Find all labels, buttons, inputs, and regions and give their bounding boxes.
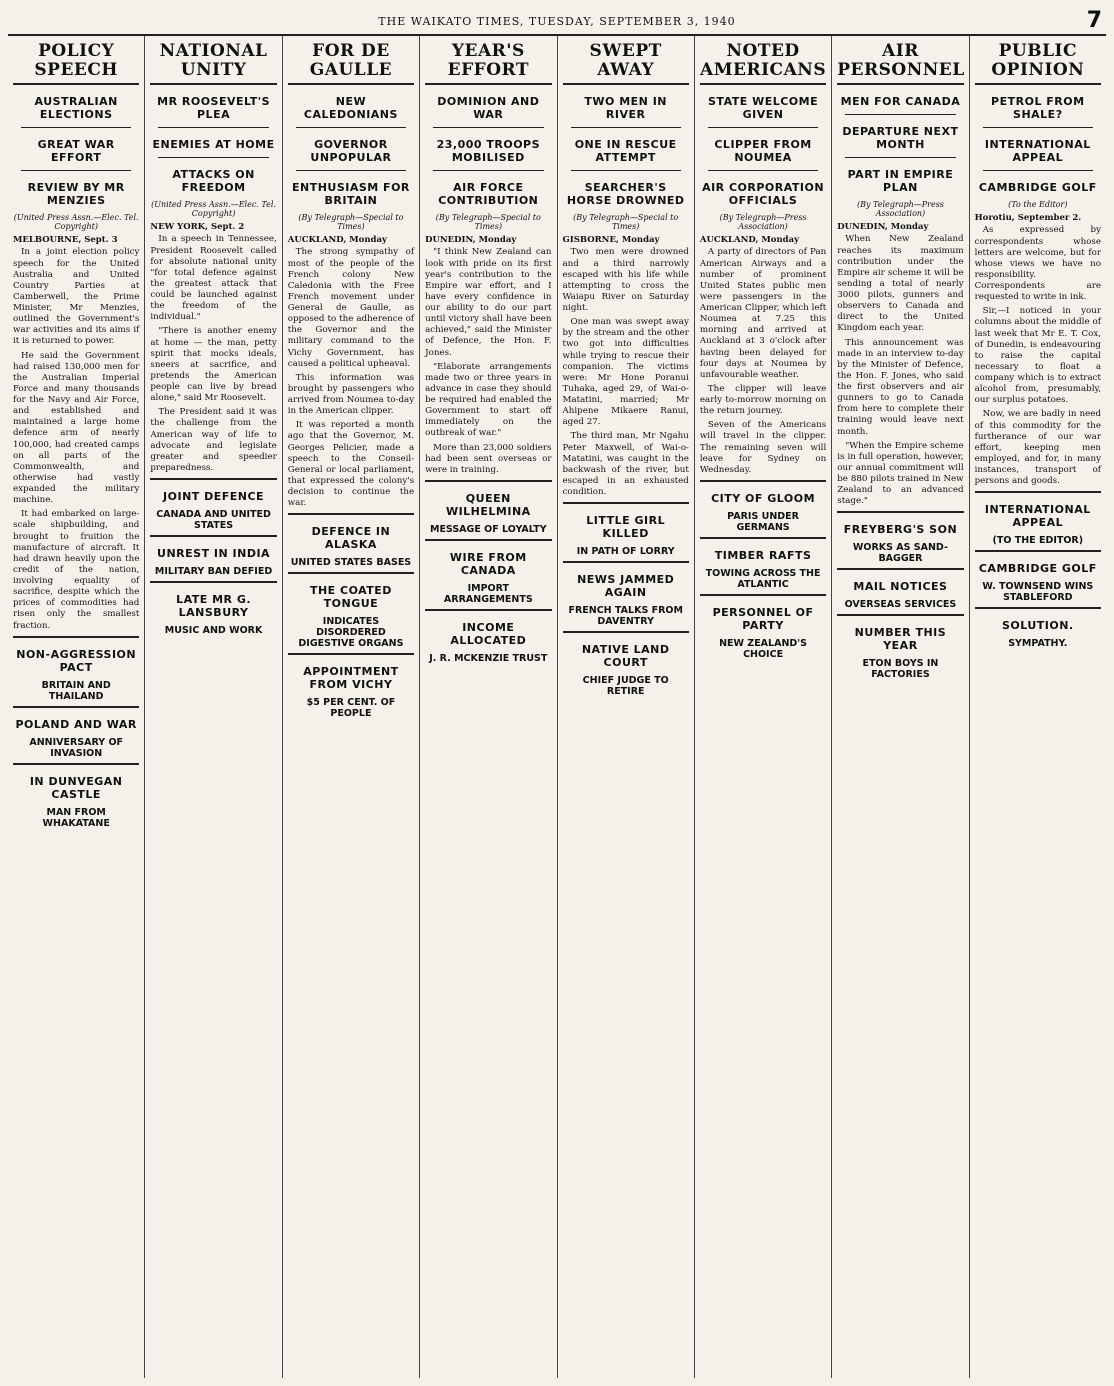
- rule: [150, 478, 276, 480]
- rule: [13, 636, 139, 638]
- subhead: DOMINION AND WAR: [437, 95, 540, 122]
- paragraph: When New Zealand reaches its maximum contribution under the Empire air scheme it will be sending a total of nearly 3000 pilots, gunners and observers to Canada and direct to the United Kingdom each year.: [837, 234, 964, 334]
- paragraph: One man was swept away by the stream and the other two got into difficulties while trying to rescue their companion. The victims were: Mr Hone Poranui Tuhaka, aged 29, of Wai-o-Matatini, married; Mr Ahipene Mikaere Ranui, aged 27.: [562, 317, 689, 428]
- subhead: ONE IN RESCUE ATTEMPT: [574, 138, 677, 165]
- subhead: AIR CORPORATION OFFICIALS: [702, 181, 825, 208]
- masthead: [8, 8, 1106, 36]
- column-1: [8, 36, 145, 1378]
- paragraph: The third man, Mr Ngahu Peter Maxwell, of Wai-o-Matatini, was caught in the backwash of the river, but escaped in an exhausted condition.: [562, 431, 689, 497]
- rule: [708, 170, 818, 171]
- rule: [425, 83, 551, 85]
- rule: [845, 157, 955, 158]
- subhead: PERSONNEL OF PARTY: [712, 605, 814, 632]
- rule: [433, 127, 543, 128]
- subhead: UNREST IN INDIA: [157, 547, 271, 560]
- subhead-small: NEW ZEALAND'S CHOICE: [719, 637, 808, 660]
- paragraph: In a joint election policy speech for the United Australia and United Country Parties at Camberwell, the Prime Minister, Mr Menzies, outlined the Government's war activities and its aims if it is returned to power.: [13, 247, 140, 347]
- column-headline: AIR PERSONNEL: [837, 41, 965, 80]
- subhead: NEW CALEDONIANS: [303, 95, 398, 122]
- subhead: IN DUNVEGAN CASTLE: [29, 774, 123, 801]
- rule: [13, 763, 139, 765]
- column-headline: FOR DE GAULLE: [309, 41, 393, 80]
- subhead: POLAND AND WAR: [15, 717, 137, 731]
- subhead: LITTLE GIRL KILLED: [586, 514, 666, 541]
- paragraph: He said the Government had raised 130,000 men for the Australian Imperial Force and many thousands for the Navy and Air Force, and established and maintained a large home defence arm of nearly 100,000, had created camps on all parts of the Commonwealth, and otherwise had vastly expanded the military machine.: [13, 350, 140, 506]
- subhead: INTERNATIONAL APPEAL: [984, 503, 1091, 530]
- rule: [837, 83, 963, 85]
- dateline: DUNEDIN, Monday: [837, 222, 929, 233]
- subhead-small: J. R. MCKENZIE TRUST: [429, 652, 548, 664]
- column-3: [283, 36, 420, 1378]
- subhead-small: TOWING ACROSS THE ATLANTIC: [705, 567, 821, 590]
- subhead: MR ROOSEVELT'S PLEA: [157, 95, 270, 122]
- rule: [425, 539, 551, 541]
- subhead-small: IN PATH OF LORRY: [576, 546, 675, 558]
- subhead-small: OVERSEAS SERVICES: [844, 599, 957, 611]
- subhead: CAMBRIDGE GOLF: [978, 181, 1097, 195]
- rule: [975, 550, 1101, 552]
- subhead: THE COATED TONGUE: [309, 584, 392, 611]
- subhead: WIRE FROM CANADA: [449, 550, 527, 577]
- paragraph: "There is another enemy at home — the man, petty spirit that mocks ideals, sneers at sacrifice, and pretends the American people can live by bread alone," said Mr Roosevelt.: [150, 326, 277, 404]
- subhead: AIR FORCE CONTRIBUTION: [438, 181, 539, 208]
- column-8: [970, 36, 1106, 1378]
- dateline: MELBOURNE, Sept. 3: [13, 235, 118, 246]
- credit: (By Telegraph—Special to Times): [298, 213, 404, 232]
- rule: [700, 594, 826, 596]
- subhead-small: INDICATES DISORDERED DIGESTIVE ORGANS: [298, 616, 404, 650]
- rule: [837, 614, 963, 616]
- paragraph: As expressed by correspondents whose letters are welcome, but for whose views we have no responsibility. Correspondents are requested to write in ink.: [974, 225, 1101, 303]
- subhead: REVIEW BY MR MENZIES: [27, 181, 125, 208]
- rule: [983, 127, 1093, 128]
- rule: [700, 83, 826, 85]
- rule: [563, 502, 689, 504]
- subhead-small: $5 PER CENT. OF PEOPLE: [306, 697, 396, 720]
- subhead-small: CHIEF JUDGE TO RETIRE: [582, 675, 669, 698]
- subhead: NEWS JAMMED AGAIN: [577, 573, 675, 600]
- rule: [571, 170, 681, 171]
- subhead: JOINT DEFENCE: [163, 490, 265, 503]
- dateline: NEW YORK, Sept. 2: [150, 222, 245, 233]
- rule: [837, 511, 963, 513]
- subhead: NON-AGGRESSION PACT: [16, 647, 137, 674]
- paragraph: This announcement was made in an interview to-day by the Minister of Defence, the Hon. F. Jones, who said the first observers and air gunners to go to Canada from here to complete their training would leave next month.: [837, 337, 964, 437]
- paragraph: "Elaborate arrangements made two or three years in advance in case they should be required had enabled the Government to start off immediately on the outbreak of war.": [425, 361, 552, 439]
- rule: [288, 653, 414, 655]
- column-6: [695, 36, 832, 1378]
- subhead-small: MESSAGE OF LOYALTY: [429, 523, 547, 535]
- subhead-small: ETON BOYS IN FACTORIES: [862, 658, 939, 681]
- dateline: GISBORNE, Monday: [562, 235, 660, 246]
- credit: (By Telegraph—Press Association): [856, 200, 944, 219]
- subhead-small: PARIS UNDER GERMANS: [727, 510, 799, 533]
- subhead: QUEEN WILHELMINA: [445, 491, 531, 518]
- subhead: PETROL FROM SHALE?: [991, 95, 1085, 122]
- rule: [296, 127, 406, 128]
- column-headline: SWEPT AWAY: [589, 41, 662, 80]
- subhead: TWO MEN IN RIVER: [584, 95, 667, 122]
- subhead: ENEMIES AT HOME: [152, 138, 275, 152]
- subhead: DEFENCE IN ALASKA: [311, 525, 391, 552]
- rule: [21, 127, 131, 128]
- paragraph: It had embarked on large-scale shipbuilding, and brought to fruition the manufacture of aircraft. It had drawn heavily upon the credit of the nation, involving equality of sacrifice, despite which the prices of commodities had risen only the smallest fraction.: [13, 509, 140, 631]
- paragraph: "I think New Zealand can look with pride on its first year's contribution to the Empire war effort, and I have every confidence in our ability to do our part until victory shall have been achieved," said the Minister of Defence, the Hon. F. Jones.: [425, 247, 552, 358]
- subhead: APPOINTMENT FROM VICHY: [303, 665, 399, 692]
- rule: [563, 561, 689, 563]
- rule: [433, 170, 543, 171]
- rule: [563, 83, 689, 85]
- subhead: SEARCHER'S HORSE DROWNED: [566, 181, 685, 208]
- rule: [983, 170, 1093, 171]
- rule: [975, 491, 1101, 493]
- subhead: MAIL NOTICES: [853, 580, 948, 594]
- subhead-small: MAN FROM WHAKATANE: [42, 806, 110, 829]
- rule: [158, 157, 268, 158]
- subhead: MEN FOR CANADA: [840, 95, 961, 109]
- paragraph: This information was brought by passengers who arrived from Noumea to-day in the American clipper.: [287, 372, 415, 417]
- paragraph: More than 23,000 soldiers had been sent overseas or were in training.: [425, 442, 552, 475]
- subhead-small: (TO THE EDITOR): [992, 535, 1084, 547]
- paragraph: Two men were drowned and a third narrowly escaped with his life while attempting to cross the Waiapu River on Saturday night.: [562, 247, 689, 313]
- column-7: [832, 36, 969, 1378]
- paragraph: "When the Empire scheme is in full operation, however, our annual commitment will be 880 pilots trained in New Zealand to an advanced stage.": [837, 440, 964, 507]
- column-headline: NOTED AMERICANS: [700, 41, 827, 80]
- rule: [158, 127, 268, 128]
- subhead-small: FRENCH TALKS FROM DAVENTRY: [568, 605, 683, 628]
- credit: (United Press Assn.—Elec. Tel. Copyright): [13, 213, 139, 232]
- rule: [975, 83, 1101, 85]
- column-5: [558, 36, 695, 1378]
- rule: [700, 480, 826, 482]
- subhead: STATE WELCOME GIVEN: [708, 95, 819, 122]
- rule: [150, 581, 276, 583]
- rule: [288, 572, 414, 574]
- rule: [571, 127, 681, 128]
- subhead: NATIVE LAND COURT: [581, 643, 670, 670]
- rule: [700, 537, 826, 539]
- rule: [425, 480, 551, 482]
- rule: [975, 607, 1101, 609]
- column-headline: YEAR'S EFFORT: [447, 41, 529, 80]
- column-headline: POLICY SPEECH: [34, 41, 118, 80]
- paragraph: Seven of the Americans will travel in the clipper. The remaining seven will leave for Sydney on Wednesday.: [699, 420, 827, 475]
- rule: [837, 568, 963, 570]
- paragraph: Sir,—I noticed in your columns about the middle of last week that Mr E. T. Cox, of Dunedin, is endeavouring to raise the capital necessary to float a company which is to extract alcohol from, presumably, our surplus potatoes.: [974, 306, 1101, 406]
- rule: [845, 114, 955, 115]
- subhead: AUSTRALIAN ELECTIONS: [34, 95, 118, 122]
- rule: [288, 513, 414, 515]
- column-headline: NATIONAL UNITY: [159, 41, 268, 80]
- masthead-line: THE WAIKATO TIMES, TUESDAY, SEPTEMBER 3, 1940: [378, 14, 736, 28]
- subhead: GREAT WAR EFFORT: [37, 138, 115, 165]
- paragraph: In a speech in Tennessee, President Roosevelt called for absolute national unity "for total defence against the greatest attack that could be launched against the freedom of the individual.": [150, 234, 277, 323]
- rule: [708, 127, 818, 128]
- rule: [13, 83, 139, 85]
- rule: [21, 170, 131, 171]
- subhead-small: IMPORT ARRANGEMENTS: [443, 582, 533, 605]
- subhead: FREYBERG'S SON: [843, 523, 958, 537]
- subhead-small: MUSIC AND WORK: [164, 625, 263, 636]
- subhead-small: WORKS AS SAND-BAGGER: [852, 542, 948, 565]
- subhead: GOVERNOR UNPOPULAR: [310, 138, 392, 165]
- paragraph: The President said it was the challenge from the American way of life to advocate and legislate greater and speedier preparedness.: [150, 407, 277, 473]
- subhead: INTERNATIONAL APPEAL: [984, 138, 1091, 165]
- subhead-small: CANADA AND UNITED STATES: [156, 509, 271, 531]
- paragraph: The strong sympathy of most of the people of the French colony New Caledonia with the Free French movement under General de Gaulle, as opposed to the adherence of the Governor and the military command to the Vichy Government, has caused a political upheaval.: [287, 247, 415, 369]
- subhead: NUMBER THIS YEAR: [854, 626, 947, 653]
- subhead: SOLUTION.: [1001, 619, 1074, 633]
- rule: [288, 83, 414, 85]
- credit: (By Telegraph—Special to Times): [435, 213, 541, 232]
- credit: (United Press Assn.—Elec. Tel. Copyright): [151, 200, 276, 219]
- subhead: 23,000 TROOPS MOBILISED: [436, 138, 541, 165]
- rule: [563, 631, 689, 633]
- dateline: AUCKLAND, Monday: [699, 235, 800, 246]
- column-2: [145, 36, 282, 1378]
- paragraph: Now, we are badly in need of this commodity for the furtherance of our war effort, keeping men employed, and for, in many instances, transport of persons and goods.: [974, 409, 1101, 487]
- subhead-small: ANNIVERSARY OF INVASION: [29, 736, 124, 759]
- paragraph: The clipper will leave early to-morrow morning on the return journey.: [699, 383, 827, 417]
- rule: [150, 535, 276, 537]
- rule: [13, 706, 139, 708]
- dateline: AUCKLAND, Monday: [287, 235, 387, 246]
- rule: [296, 170, 406, 171]
- column-headline: PUBLIC OPINION: [991, 41, 1085, 80]
- dateline: Horotiu, September 2.: [974, 213, 1082, 224]
- subhead-small: SYMPATHY.: [1008, 638, 1068, 650]
- subhead: CAMBRIDGE GOLF: [978, 562, 1097, 576]
- page-number: 7: [1086, 8, 1102, 33]
- subhead: ATTACKS ON FREEDOM: [172, 168, 255, 195]
- subhead: INCOME ALLOCATED: [450, 620, 527, 647]
- subhead-small: MILITARY BAN DEFIED: [154, 566, 273, 577]
- subhead: CITY OF GLOOM: [711, 491, 816, 505]
- subhead: DEPARTURE NEXT MONTH: [842, 125, 959, 152]
- credit: (To the Editor): [1008, 200, 1068, 210]
- rule: [150, 83, 276, 85]
- credit: (By Telegraph—Special to Times): [573, 213, 679, 232]
- subhead-small: UNITED STATES BASES: [290, 557, 412, 569]
- subhead: TIMBER RAFTS: [714, 548, 812, 562]
- paragraph: It was reported a month ago that the Governor, M. Georges Pelicier, made a speech to the Conseil-General or local parliament, that expressed the colony's decision to continue the war.: [287, 420, 415, 509]
- rule: [425, 609, 551, 611]
- subhead: PART IN EMPIRE PLAN: [847, 168, 954, 195]
- subhead: LATE MR G. LANSBURY: [176, 593, 252, 619]
- columns: [8, 36, 1106, 1378]
- paragraph: A party of directors of Pan American Airways and a number of prominent United States public men were passengers in the American Clipper, which left Noumea at 7.25 this morning and arrived at Auckland at 3 o'clock after having been delayed for four days at Noumea by unfavourable weather.: [699, 247, 827, 380]
- subhead: ENTHUSIASM FOR BRITAIN: [291, 181, 410, 208]
- column-4: [420, 36, 557, 1378]
- subhead: CLIPPER FROM NOUMEA: [714, 138, 812, 165]
- credit: (By Telegraph—Press Association): [719, 213, 807, 232]
- dateline: DUNEDIN, Monday: [425, 235, 517, 246]
- subhead-small: BRITAIN AND THAILAND: [41, 679, 111, 702]
- subhead-small: W. TOWNSEND WINS STABLEFORD: [982, 581, 1094, 604]
